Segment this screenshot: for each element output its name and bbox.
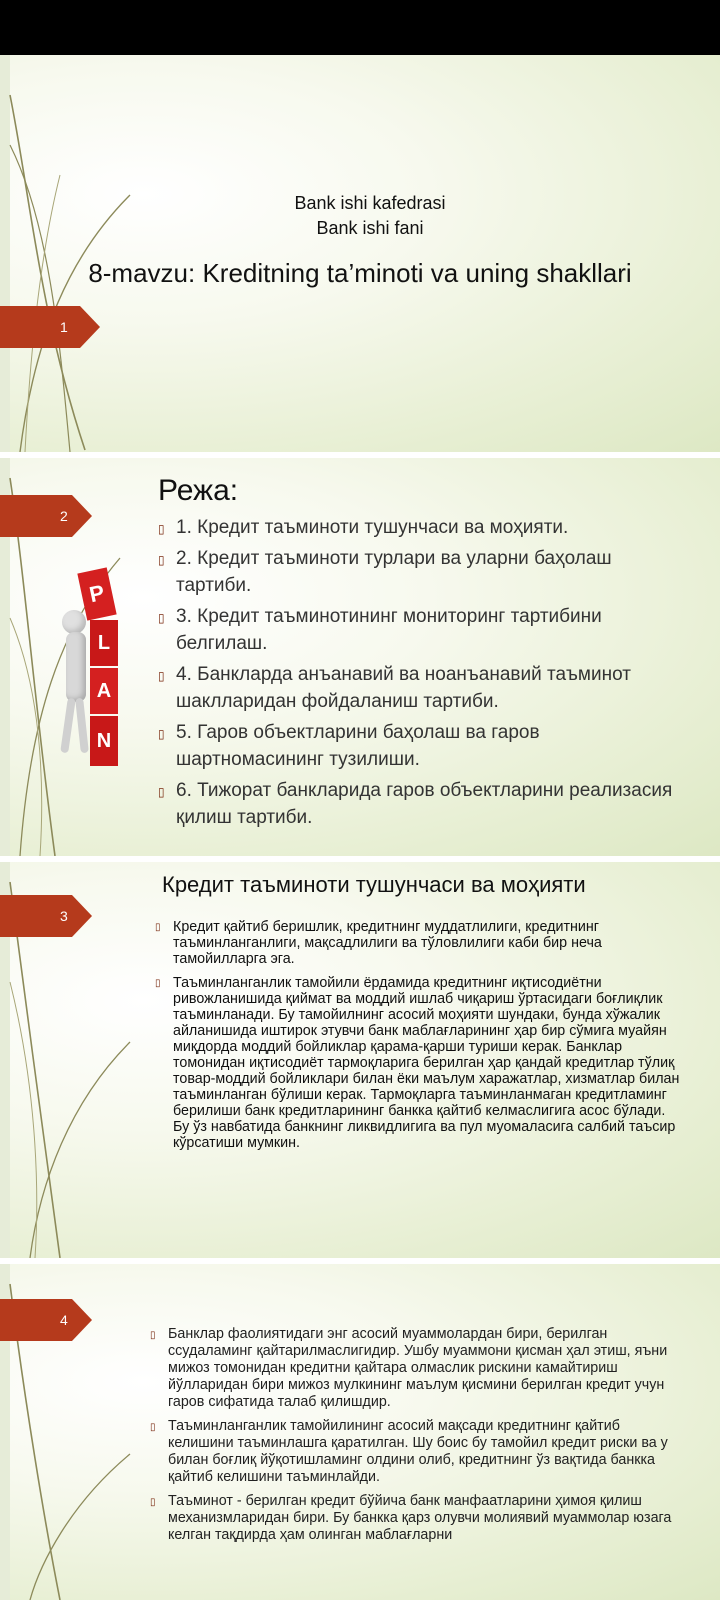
list-item-text: 5. Гаров объектларини баҳолаш ва гаров шартномасининг тузилиши. [176,722,540,770]
slide-number: 4 [60,1312,68,1328]
slide-number-badge [0,495,100,537]
slide-number: 3 [60,908,68,924]
bullet-icon: ▯ [155,978,161,989]
list-item [158,514,678,541]
figure-head [62,610,86,634]
block-p: P [77,567,116,620]
list-item [155,919,680,967]
list-item-text: Таъминланганлик тамойилининг асосий мақсади кредитнинг қайтиб келишини таъминлашга қаратилган. Шу боис бу тамойил кредит риски ва у билан боғлиқ йўқотишламинг олдини олиб, кредитнинг ўз вақтида банкка қайтиб келишини таъминлайди. [168,1418,668,1485]
plan-list [158,514,678,835]
list-item [158,661,678,715]
slide-3[interactable] [0,862,720,1258]
swirl-decoration [0,55,140,452]
list-item [158,777,678,831]
figure-leg [60,698,76,754]
bullet-icon: ▯ [158,785,165,799]
slide-heading: Режа: [158,474,239,507]
list-item-text: Таъминот - берилган кредит бўйича банк манфаатларини ҳимоя қилиш механизмларидан бири. Бу банкка қарз олувчи молиявий муаммолар юзага келган тақдирда ҳам олинган маблағларни [168,1493,672,1543]
slide-4[interactable] [0,1264,720,1600]
bullet-icon: ▯ [158,611,165,625]
block-l: L [90,620,118,666]
list-item [158,545,678,599]
block-n: N [90,716,118,766]
bullet-icon: ▯ [158,522,165,536]
slide-2[interactable] [0,458,720,856]
list-item [158,603,678,657]
list-item-text: Кредит қайтиб беришлик, кредитнинг муддатлилиги, кредитнинг таъминланганлиги, мақсадлилиги ва тўловлилиги каби бир неча тамойилларга эга. [173,919,602,967]
slide-1[interactable] [0,55,720,452]
block-a: A [90,668,118,714]
bullet-icon: ▯ [150,1330,156,1341]
list-item [150,1493,685,1544]
list-item [158,719,678,773]
slide-number: 2 [60,508,68,524]
list-item-text: 4. Банкларда анъанавий ва ноанъанавий таъминот шаклларидан фойдаланиш тартиби. [176,664,631,712]
list-item-text: 2. Кредит таъминоти турлари ва уларни баҳолаш тартиби. [176,548,612,596]
figure-leg [75,698,89,754]
status-bar [0,0,720,55]
department-name: Bank ishi kafedrasi [294,193,446,213]
list-item-text: 3. Кредит таъминотининг мониторинг тартибини белгилаш. [176,606,602,654]
slide-number-badge [0,1299,100,1341]
bullet-icon: ▯ [155,922,161,933]
bullet-icon: ▯ [158,727,165,741]
slide-number-badge [0,895,100,937]
slide-title: Кредит таъминоти тушунчаси ва моҳияти [162,872,586,897]
bullet-icon: ▯ [158,553,165,567]
bullet-icon: ▯ [158,669,165,683]
slide-number: 1 [60,319,68,335]
list-item-text: Банклар фаолиятидаги энг асосий муаммолардан бири, берилган ссудаламинг қайтарилмаслигидир. Ушбу муаммони қисман ҳал этиш, яъни мижоз томонидан кредитни қайтара олмаслик рискини камайтириш йўлларидан бири мижоз мулкининг маълум қисмини берилган кредит учун гаров сифатида талаб қилишдир. [168,1326,668,1410]
slide-title: 8-mavzu: Kreditning ta’minoti va uning shakllari [88,258,632,288]
paragraph-list [155,919,680,1151]
list-item-text: 6. Тижорат банкларида гаров объектларини реализасия қилиш тартиби. [176,780,673,828]
plan-illustration [58,570,128,770]
figure-body [66,632,86,702]
list-item [150,1326,685,1411]
list-item-text: 1. Кредит таъминоти тушунчаси ва моҳияти. [176,517,569,538]
subject-name: Bank ishi fani [316,218,424,238]
list-item [150,1418,685,1486]
bullet-icon: ▯ [150,1497,156,1508]
slide-number-badge [0,306,100,348]
bullet-icon: ▯ [150,1422,156,1433]
list-item [155,975,680,1151]
list-item-text: Таъминланганлик тамойили ёрдамида кредитнинг иқтисодиётни ривожланишида қиймат ва моддий ишлаб чиқариш ўртасидаги боғлиқлик таъминланади. Бу тамойилнинг асосий моҳияти шундаки, бунда хўжалик айланишида иштирок этувчи банк маблағларининг ҳар бир сўмига муайян миқдорда моддий бойликлар қарама-қарши туриши керак. Банклар томонидан иқтисодиёт тармоқларига берилган ҳар қандай кредитлар тўлиқ товар-моддий бойликлари билан ёки маълум харажатлар, хизматлар билан таъминланган бўлиши керак. Тармоқларга таъминланмаган кредитламинг берилиши банк кредитларининг банкка қайтиб келмаслигига асос бўлади. Бу ўз навбатида банкнинг ликвидлигига ва пул муомаласига салбий таъсир кўрсатиши мумкин. [173,975,680,1151]
paragraph-list [150,1326,685,1544]
